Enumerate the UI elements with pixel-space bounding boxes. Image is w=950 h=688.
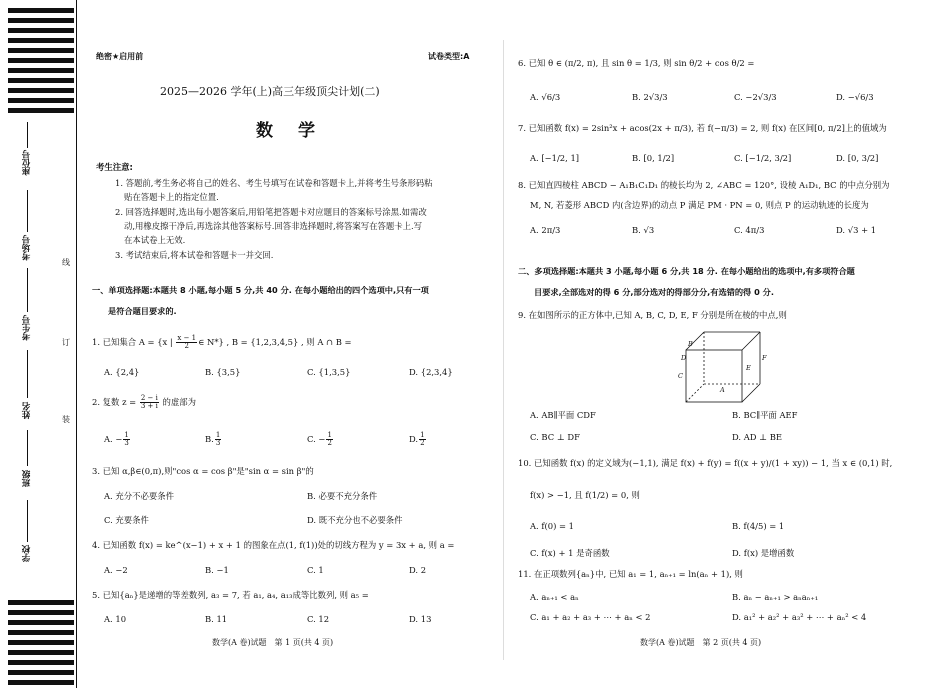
q10-option-a: A. f(0) = 1	[530, 521, 575, 531]
q1-option-a: A. {2,4}	[104, 367, 140, 377]
q2-option-b: B. $\frac{1}{3}$	[205, 431, 221, 447]
name-label: 姓名	[22, 402, 32, 419]
question-6-stem: 6. 已知 θ ∈ (π/2, π), 且 sin θ = 1/3, 则 sin θ/2 + cos θ/2 =	[518, 58, 755, 68]
question-3-stem: 3. 已知 α,β∈(0,π),则"cos α = cos β"是"sin α = sin β"的	[92, 466, 314, 476]
section-1-heading-cont: 是符合题目要求的.	[108, 306, 177, 316]
q9-option-a: A. AB∥平面 CDF	[530, 410, 596, 420]
q6-option-c: C. −2√3/3	[734, 92, 777, 102]
cube-label-a: A	[720, 386, 725, 394]
q5-option-a: A. 10	[104, 614, 127, 624]
q7-option-a: A. [−1/2, 1]	[530, 153, 580, 163]
notes-line: 动,用橡皮擦干净后,再选涂其他答案标号.回答非选择题时,将答案写在答题卡上.写	[124, 221, 423, 231]
q1-stem-b: , B = {1,2,3,4,5} , 则 A ∩ B =	[226, 337, 352, 347]
seal-char-pack: 装	[62, 415, 70, 424]
cube-label-f: F	[762, 354, 767, 362]
q7-option-d: D. [0, 3/2]	[836, 153, 879, 163]
question-9-stem: 9. 在如图所示的正方体中,已知 A, B, C, D, E, F 分别是所在棱的中点,则	[518, 310, 787, 320]
q11-option-b: B. aₙ − aₙ₊₁ > aₙaₙ₊₁	[732, 592, 819, 602]
section-2-heading: 二、多项选择题:本题共 3 小题,每小题 6 分,共 18 分. 在每小题给出的选项中,有多项符合题	[518, 266, 855, 276]
q6-option-a: A. √6/3	[530, 92, 561, 102]
page-2-footer: 数学(A 卷)试题 第 2 页(共 4 页)	[640, 638, 762, 647]
cube-label-e: E	[746, 364, 751, 372]
q3-option-a: A. 充分不必要条件	[104, 491, 174, 501]
notes-line: 1. 答题前,考生务必将自己的姓名、考生号填写在试卷和答题卡上,并将考生号条形码粘	[115, 178, 433, 188]
q9-option-b: B. BC∥平面 AEF	[732, 410, 798, 420]
q8-option-d: D. √3 + 1	[836, 225, 877, 235]
q11-option-a: A. aₙ₊₁ < aₙ	[530, 592, 579, 602]
q2-option-c: C. − $\frac{1}{2}$	[307, 431, 332, 447]
question-10-stem: 10. 已知函数 f(x) 的定义域为(−1,1), 满足 f(x) + f(y) = f((x + y)/(1 + xy)) − 1, 当 x ∈ (0,1) 时,	[518, 458, 893, 468]
seal-char-bind: 订	[62, 338, 70, 347]
q4-option-c: C. 1	[307, 565, 324, 575]
q8-option-a: A. 2π/3	[530, 225, 561, 235]
cube-label-b: B	[688, 340, 693, 348]
question-8-stem-cont: M, N, 若菱形 ABCD 内(含边界)的动点 P 满足 PM · PN = 0, 则点 P 的运动轨迹的长度为	[530, 200, 869, 210]
exam-title: 2025—2026 学年(上)高三年级顶尖计划(二)	[160, 85, 380, 98]
page-divider	[503, 40, 504, 660]
notes-line: 贴在答题卡上的指定位置.	[124, 192, 219, 202]
q5-option-c: C. 12	[307, 614, 330, 624]
page-1-footer: 数学(A 卷)试题 第 1 页(共 4 页)	[212, 638, 334, 647]
question-11-stem: 11. 在正项数列{aₙ}中, 已知 a₁ = 1, aₙ₊₁ = ln(aₙ + 1), 则	[518, 569, 743, 579]
q3-option-b: B. 必要不充分条件	[307, 491, 378, 501]
q9-option-d: D. AD ⊥ BE	[732, 432, 782, 442]
seat-number-label: 座位号	[22, 150, 32, 176]
q7-option-b: B. [0, 1/2]	[632, 153, 675, 163]
section-2-heading-cont: 目要求,全部选对的得 6 分,部分选对的得部分分,有选错的得 0 分.	[534, 287, 774, 297]
notes-line: 在本试卷上无效.	[124, 235, 186, 245]
q2-fraction: $\frac{2 - i}{3 + i}$	[140, 394, 158, 410]
question-2-stem	[92, 395, 196, 410]
cube-label-c: C	[678, 372, 683, 380]
q1-option-c: C. {1,3,5}	[307, 367, 351, 377]
q3-option-c: C. 充要条件	[104, 515, 149, 525]
question-8-stem: 8. 已知直四棱柱 ABCD − A₁B₁C₁D₁ 的棱长均为 2, ∠ABC = 120°, 设棱 A₁D₁, BC 的中点分别为	[518, 180, 890, 190]
q1-option-d: D. {2,3,4}	[409, 367, 453, 377]
class-label: 班级	[22, 470, 32, 487]
secret-label: 绝密★启用前	[96, 52, 144, 61]
school-label: 学校	[22, 545, 32, 562]
q11-option-c: C. a₁ + a₂ + a₃ + ⋯ + aₙ < 2	[530, 612, 651, 622]
notes-line: 2. 回答选择题时,选出每小题答案后,用铅笔把答题卡对应题目的答案标号涂黑.如需改	[115, 207, 427, 217]
q2-option-d: D. $\frac{1}{2}$	[409, 431, 425, 447]
q10-option-b: B. f(4/5) = 1	[732, 521, 785, 531]
q1-option-b: B. {3,5}	[205, 367, 241, 377]
q2-option-a: A. − $\frac{1}{3}$	[104, 431, 129, 447]
q10-option-c: C. f(x) + 1 是奇函数	[530, 548, 610, 558]
paper-type-label: 试卷类型:A	[428, 52, 470, 61]
q11-option-d: D. a₁² + a₂² + a₃² + ⋯ + aₙ² < 4	[732, 612, 867, 622]
question-1-stem	[92, 335, 352, 350]
q3-option-d: D. 既不充分也不必要条件	[307, 515, 403, 525]
q1-set-builder: {x | $\frac{x - 1}{2}$ ∈ N*}	[157, 334, 224, 350]
q8-option-c: C. 4π/3	[734, 225, 765, 235]
q5-option-b: B. 11	[205, 614, 228, 624]
q2-stem-b: 的虚部为	[162, 397, 197, 407]
question-5-stem: 5. 已知{aₙ}是递增的等差数列, a₃ = 7, 若 a₁, a₄, a₁₃成等比数列, 则 a₅ =	[92, 590, 369, 600]
q6-option-b: B. 2√3/3	[632, 92, 668, 102]
notes-line: 3. 考试结束后,将本试卷和答题卡一并交回.	[115, 250, 274, 260]
q10-option-d: D. f(x) 是增函数	[732, 548, 795, 558]
q5-option-d: D. 13	[409, 614, 432, 624]
q2-stem-a: 2. 复数 z =	[92, 397, 137, 407]
section-1-heading: 一、单项选择题:本题共 8 小题,每小题 5 分,共 40 分. 在每小题给出的四个选项中,只有一项	[92, 285, 429, 295]
student-number-label: 考生号	[22, 315, 32, 341]
q6-option-d: D. −√6/3	[836, 92, 874, 102]
notes-heading: 考生注意:	[96, 162, 133, 172]
q4-option-b: B. −1	[205, 565, 229, 575]
subject-title: 数 学	[256, 121, 319, 141]
seal-char-line: 线	[62, 258, 70, 267]
q4-option-d: D. 2	[409, 565, 427, 575]
q8-option-b: B. √3	[632, 225, 655, 235]
q7-option-c: C. [−1/2, 3/2]	[734, 153, 792, 163]
question-7-stem: 7. 已知函数 f(x) = 2sin²x + acos(2x + π/3), 若 f(−π/3) = 2, 则 f(x) 在区间[0, π/2]上的值域为	[518, 123, 887, 133]
page-2	[510, 0, 950, 688]
exam-room-label: 考场号	[22, 235, 32, 261]
question-10-stem-cont: f(x) > −1, 且 f(1/2) = 0, 则	[530, 490, 640, 500]
q9-option-c: C. BC ⊥ DF	[530, 432, 580, 442]
q1-stem-a: 1. 已知集合 A =	[92, 337, 155, 347]
cube-diagram	[672, 326, 768, 404]
q4-option-a: A. −2	[104, 565, 128, 575]
cube-front-face	[686, 350, 742, 402]
question-4-stem: 4. 已知函数 f(x) = ke^(x−1) + x + 1 的图象在点(1, f(1))处的切线方程为 y = 3x + a, 则 a =	[92, 540, 455, 550]
cube-label-d: D	[681, 354, 687, 362]
